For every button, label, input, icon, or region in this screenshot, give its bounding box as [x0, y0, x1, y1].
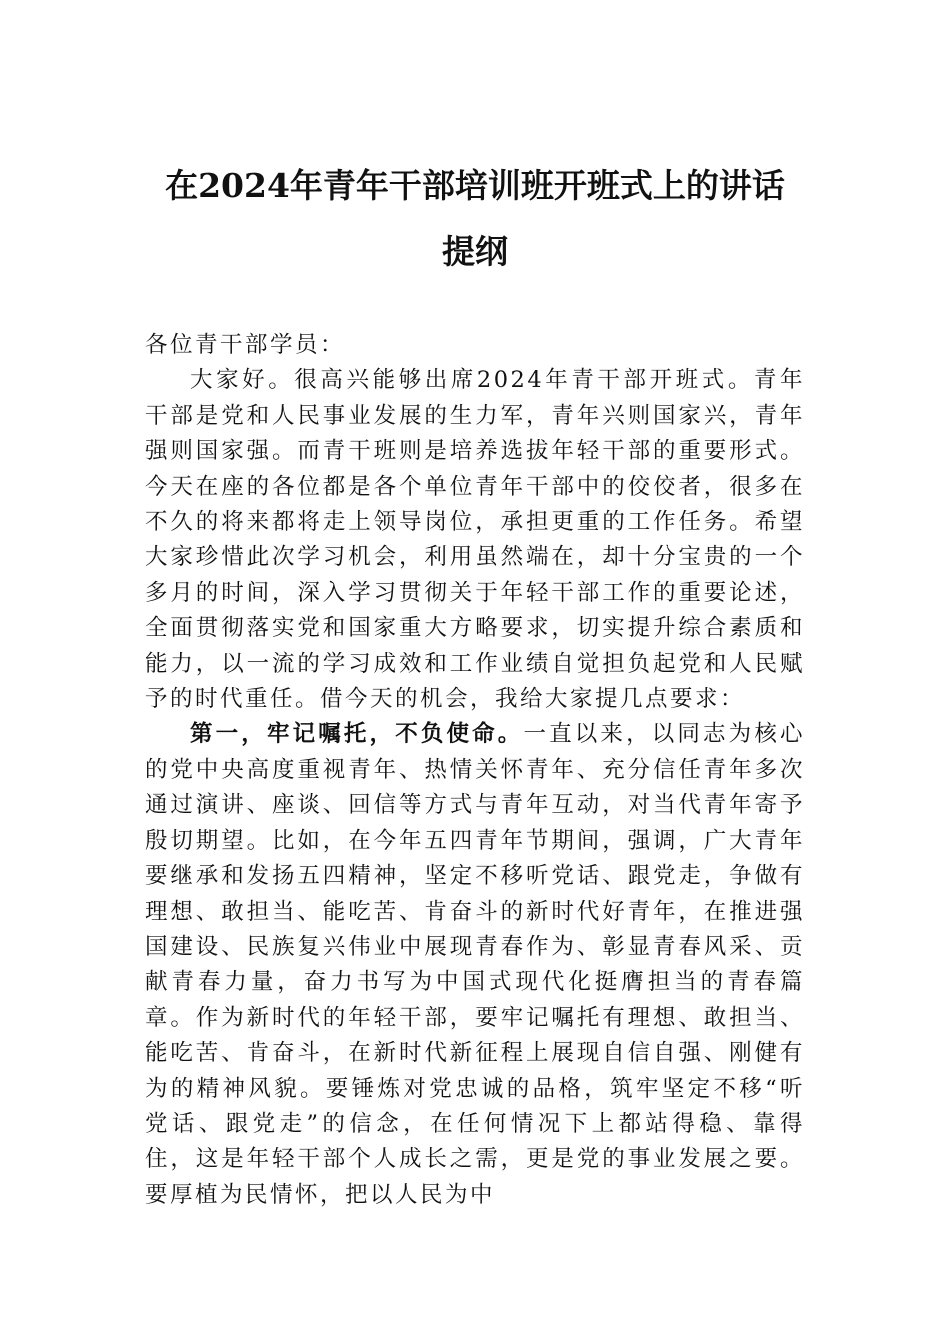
document-title: 在2024年青年干部培训班开班式上的讲话 — [165, 166, 785, 205]
document-body — [145, 328, 805, 1213]
paragraph-point-one — [145, 717, 805, 1213]
paragraph-point-one-text: 一直以来，以同志为核心的党中央高度重视青年、热情关怀青年、充分信任青年多次通过演讲、座谈、回信等方式与青年互动，对当代青年寄予殷切期望。比如，在今年五四青年节期间，强调，广大青年要继承和发扬五四精神，坚定不移听党话、跟党走，争做有理想、敢担当、能吃苦、肯奋斗的新时代好青年，在推进强国建设、民族复兴伟业中展现青春作为、彰显青春风采、贡献青春力量，奋力书写为中国式现代化挺膺担当的青春篇章。作为新时代的年轻干部，要牢记嘱托有理想、敢担当、能吃苦、肯奋斗，在新时代新征程上展现自信自强、刚健有为的精神风貌。要锤炼对党忠诚的品格，筑牢坚定不移“听党话、跟党走”的信念，在任何情况下上都站得稳、靠得住，这是年轻干部个人成长之需，更是党的事业发展之要。要厚植为民情怀，把以人民为中 — [145, 721, 805, 1208]
paragraph-opening — [145, 363, 805, 717]
document-title-continued: 提纲 — [442, 232, 508, 271]
salutation: 各位青干部学员： — [145, 332, 346, 358]
paragraph-point-one-heading: 第一，牢记嘱托，不负使命。 — [190, 721, 524, 748]
paragraph-opening-text: 大家好。很高兴能够出席2024年青干部开班式。青年干部是党和人民事业发展的生力军，青年兴则国家兴，青年强则国家强。而青干班则是培养选拔年轻干部的重要形式。今天在座的各位都是各个单位青年干部中的佼佼者，很多在不久的将来都将走上领导岗位，承担更重的工作任务。希望大家珍惜此次学习机会，利用虽然端在，却十分宝贵的一个多月的时间，深入学习贯彻关于年轻干部工作的重要论述，全面贯彻落实党和国家重大方略要求，切实提升综合素质和能力，以一流的学习成效和工作业绩自觉担负起党和人民赋予的时代重任。借今天的机会，我给大家提几点要求： — [145, 367, 805, 713]
